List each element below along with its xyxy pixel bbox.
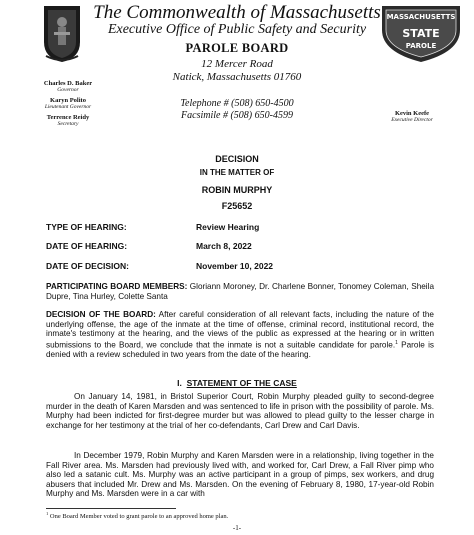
header-subtitle: Executive Office of Public Safety and Security	[107, 22, 367, 37]
official-title: Governor	[57, 87, 79, 93]
address-line-1: 12 Mercer Road	[201, 58, 273, 70]
header-title: The Commonwealth of Massachusetts	[93, 2, 381, 23]
field-value: Review Hearing	[196, 222, 260, 232]
decision-of-board	[46, 310, 434, 360]
section-number: I.	[177, 378, 182, 388]
facsimile: Facsimile # (508) 650-4599	[181, 110, 293, 121]
board-members	[46, 282, 434, 301]
footnote	[46, 511, 228, 520]
footnote-number: 1	[46, 511, 49, 516]
officials-left	[4, 80, 132, 131]
inmate-id: F25652	[221, 201, 253, 211]
official-name: Charles D. Baker	[43, 80, 93, 87]
field-label: DATE OF DECISION:	[46, 261, 129, 271]
decision-of-board-label: DECISION OF THE BOARD:	[46, 310, 156, 319]
badge-text-top: MASSACHUSETTS	[386, 13, 456, 21]
footnote-ref: 1	[395, 339, 398, 346]
decision-heading: DECISION	[215, 154, 259, 164]
decision-of-board-text: After careful consideration of all relevant facts, including the nature of the underlying offense, the age of the inmate at the time of offense, criminal record, institutional record, the inmate's testimony at the hearing, and the views of the public as expressed at the hearing or in written submissions to the Board, we conclude that the inmate is not a suitable candidate for parole.	[46, 310, 434, 350]
field-label: DATE OF HEARING:	[46, 241, 128, 251]
official-name: Karyn Polito	[50, 97, 86, 104]
official-name: Terrence Reidy	[46, 114, 90, 121]
board-members-text: Gloriann Moroney, Dr. Charlene Bonner, Tonomey Coleman, Sheila Dupre, Tina Hurley, Colette Santa	[46, 282, 434, 301]
in-the-matter-of: IN THE MATTER OF	[199, 168, 275, 177]
board-members-label: PARTICIPATING BOARD MEMBERS:	[46, 282, 188, 291]
footnote-divider	[46, 508, 176, 509]
body-paragraph: On January 14, 1981, in Bristol Superior Court, Robin Murphy pleaded guilty to second-degree murder in the death of Karen Marsden and was sentenced to life in prison with the possibility of parole. Ms. Murphy had been indicted for first-degree murder but was allowed to plead guilty to the lesser charge in exchange for her testimony at the trial of her co-defendants, Carl Drew and Carl Davis.	[46, 392, 434, 430]
body-paragraph: In December 1979, Robin Murphy and Karen Marsden were in a relationship, living together in the Fall River area. Ms. Marsden had previously lived with, and worked for, Carl Drew, a Fall River pimp who also led a satanic cult. Ms. Murphy was an active participant in a group of pimps, sex workers, and drug abusers that included Mr. Drew and Ms. Marsden. On the evening of February 8, 1980, 17-year-old Robin Murphy and Ms. Marsden were in a car with	[46, 451, 434, 499]
decision-of-board-text-2: Parole is denied with a review scheduled in two years from the date of the hearing.	[46, 340, 434, 360]
official-title: Secretary	[57, 121, 79, 127]
inmate-name: ROBIN MURPHY	[201, 185, 273, 195]
address-line-2: Natick, Massachusetts 01760	[172, 71, 302, 83]
header-board: PAROLE BOARD	[185, 41, 289, 55]
official-title: Executive Director	[391, 117, 433, 123]
badge-text-bottom: PAROLE	[405, 42, 437, 50]
section-title: STATEMENT OF THE CASE	[186, 378, 297, 388]
official-name: Kevin Keefe	[394, 110, 430, 117]
page-number: -1-	[232, 524, 242, 532]
telephone: Telephone # (508) 650-4500	[180, 98, 294, 109]
officials-right	[352, 110, 472, 123]
section-heading	[0, 378, 474, 388]
field-label: TYPE OF HEARING:	[46, 222, 127, 232]
footnote-text: One Board Member voted to grant parole to an approved home plan.	[49, 513, 229, 521]
badge-text-mid: STATE	[402, 27, 440, 40]
field-value: March 8, 2022	[196, 241, 252, 251]
official-title: Lieutenant Governor	[44, 104, 92, 110]
field-value: November 10, 2022	[196, 261, 274, 271]
